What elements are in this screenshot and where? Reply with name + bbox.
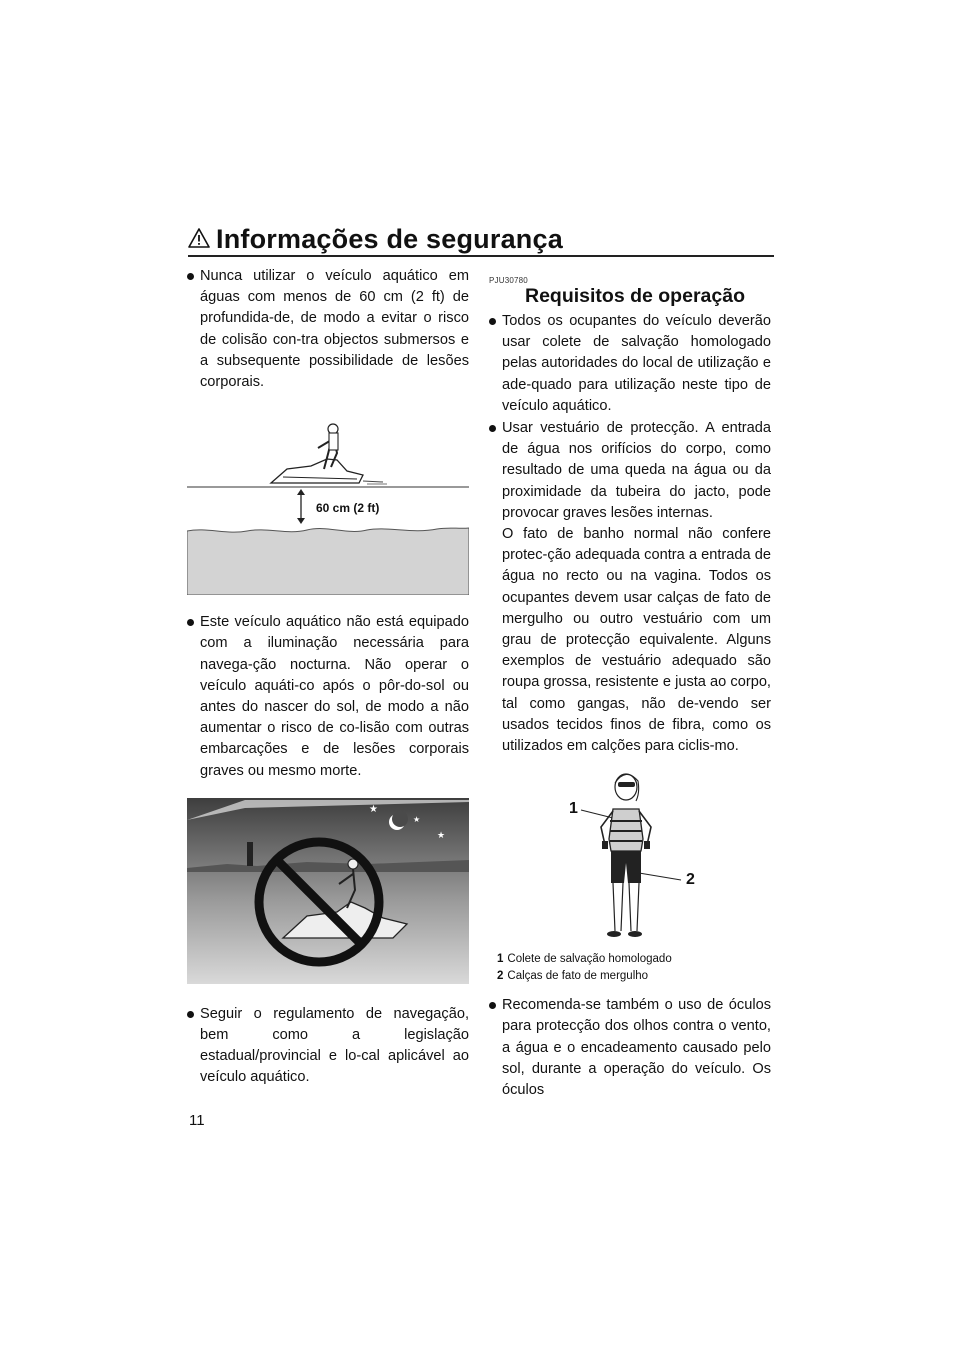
figure-captions [489,951,771,985]
section-title: Requisitos de operação [525,285,745,307]
header-rule [188,255,774,257]
bullet-icon [187,619,194,626]
caption-item: 1 Colete de salvação homologado [497,953,672,966]
svg-text:★: ★ [369,803,378,815]
svg-text:★: ★ [413,814,421,824]
callout-2: 2 [686,871,695,889]
caption-item: 2 Calças de fato de mergulho [497,970,649,983]
list-item: Usar vestuário de protecção. A entrada de água nos orifícios do corpo, como resultado de uma queda na água ou da proximidade da tubeira do jacto, pode provocar graves lesões internas. O fato de banho normal não confere protec-ção adequada contra a entrada de água no recto ou na vagina. Todos os ocupantes devem usar calças de fato de mergulho ou outro vestuário com um grau de protecção equivalente. Alguns exemplos de vestuário adequado são roupa grossa, resistente e justa ao corpo, tal como gangas, não de-vendo ser usados tecidos finos de fibra, como os utilizados em calções para ciclis-mo. [489,418,771,757]
svg-text:★: ★ [437,829,446,840]
night-prohibited-illustration [187,798,469,984]
right-column [489,276,771,1101]
bullet-icon [187,273,194,280]
callout-1: 1 [569,800,578,818]
bullet-icon [187,1011,194,1018]
list-item: Este veículo aquático não está equipado com a iluminação necessária para navega-ção nocturna. Não operar o veículo aquáti-co após o pôr-do-sol ou antes do nascer do sol, de modo a não aumentar o risco de co-lisão com outras embarcações e de lesões corporais graves ou mesmo morte. [187,612,469,782]
depth-illustration [187,411,469,595]
list-item: Nunca utilizar o veículo aquático em águas com menos de 60 cm (2 ft) de profundida-de, de modo a evitar o risco de colisão con-tra objectos submersos e a subsequente possibilidade de lesões corporais. [187,266,469,393]
bullet-icon [489,318,496,325]
left-column [187,266,469,1089]
list-item: Todos os ocupantes do veículo deverão usar colete de salvação homologado pelas autoridades do local de utilização e ade-quado para utilização neste tipo de veículo aquático. [489,311,771,417]
warning-triangle-icon [188,228,210,248]
section-code: PJU30780 [489,276,528,285]
list-item: Recomenda-se também o uso de óculos para protecção dos olhos contra o vento, a água e o encadeamento causado pelo sol, durante a operação do veículo. Os óculos [489,995,771,1101]
bullet-icon [489,1002,496,1009]
page-title: Informações de segurança [216,224,563,254]
list-item: Seguir o regulamento de navegação, bem como a legislação estadual/provincial e lo-cal aplicável ao veículo aquático. [187,1004,469,1089]
page-number: 11 [189,1112,205,1129]
life-vest-illustration [489,769,771,949]
bullet-icon [489,425,496,432]
page-header [188,222,774,258]
depth-label: 60 cm (2 ft) [316,501,380,516]
